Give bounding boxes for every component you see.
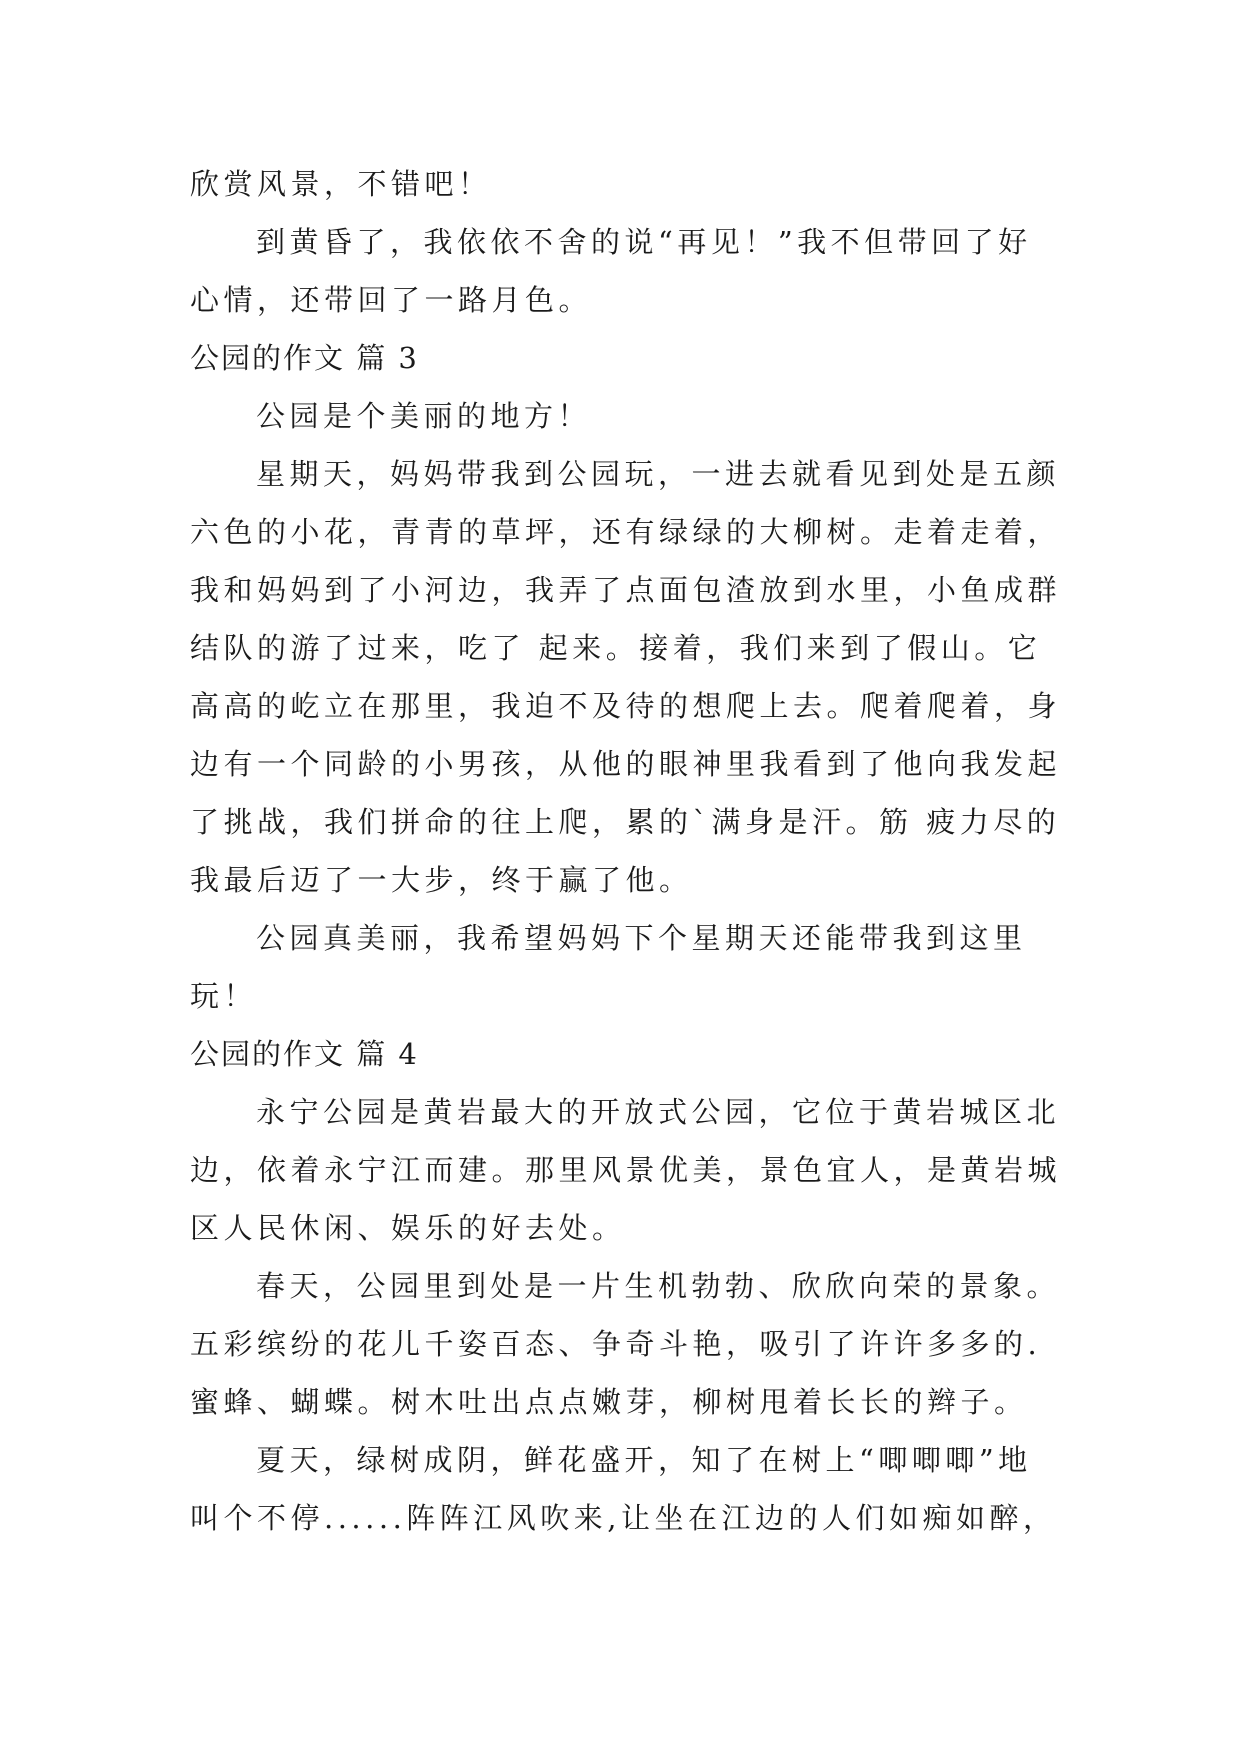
text-line: 了挑战，我们拼命的往上爬，累的`满身是汗。筋 疲力尽的: [190, 805, 1061, 839]
paragraph-first-line: 春天，公园里到处是一片生机勃勃、欣欣向荣的景象。: [256, 1269, 1061, 1303]
paragraph-first-line: 公园真美丽，我希望妈妈下个星期天还能带我到这里: [256, 921, 1027, 955]
paragraph-first-line: 到黄昏了，我依依不舍的说“再见！”我不但带回了好: [256, 225, 1032, 259]
text-line: 结队的游了过来，吃了 起来。接着，我们来到了假山。它: [190, 631, 1042, 665]
text-line: 边有一个同龄的小男孩，从他的眼神里我看到了他向我发起: [190, 747, 1062, 781]
document-body: [190, 155, 1060, 1547]
text-line: 五彩缤纷的花儿千姿百态、争奇斗艳，吸引了许许多多的.: [190, 1327, 1042, 1361]
paragraph-first-line: 永宁公园是黄岩最大的开放式公园，它位于黄岩城区北: [256, 1095, 1061, 1129]
section-heading-4: 公园的作文 篇 4: [190, 1037, 419, 1071]
paragraph-first-line: 星期天，妈妈带我到公园玩，一进去就看见到处是五颜: [256, 457, 1061, 491]
paragraph-first-line: 公园是个美丽的地方！: [256, 399, 592, 433]
text-line: 六色的小花，青青的草坪，还有绿绿的大柳树。走着走着，: [190, 515, 1062, 549]
text-line: 心情，还带回了一路月色。: [190, 283, 593, 317]
paragraph-first-line: 夏天，绿树成阴，鲜花盛开，知了在树上“唧唧唧”地: [256, 1443, 1032, 1477]
text-line: 区人民休闲、娱乐的好去处。: [190, 1211, 626, 1245]
text-line: 蜜蜂、蝴蝶。树木吐出点点嫩芽，柳树甩着长长的辫子。: [190, 1385, 1028, 1419]
text-line: 欣赏风景，不错吧！: [190, 167, 492, 201]
text-line: 边，依着永宁江而建。那里风景优美，景色宜人，是黄岩城: [190, 1153, 1062, 1187]
text-line: 高高的屹立在那里，我迫不及待的想爬上去。爬着爬着，身: [190, 689, 1062, 723]
section-heading-3: 公园的作文 篇 3: [190, 341, 419, 375]
text-line: 叫个不停......阵阵江风吹来,让坐在江边的人们如痴如醉，: [190, 1501, 1057, 1535]
text-line: 我和妈妈到了小河边，我弄了点面包渣放到水里，小鱼成群: [190, 573, 1062, 607]
text-line: 我最后迈了一大步，终于赢了他。: [190, 863, 693, 897]
text-line: 玩！: [190, 979, 258, 1013]
